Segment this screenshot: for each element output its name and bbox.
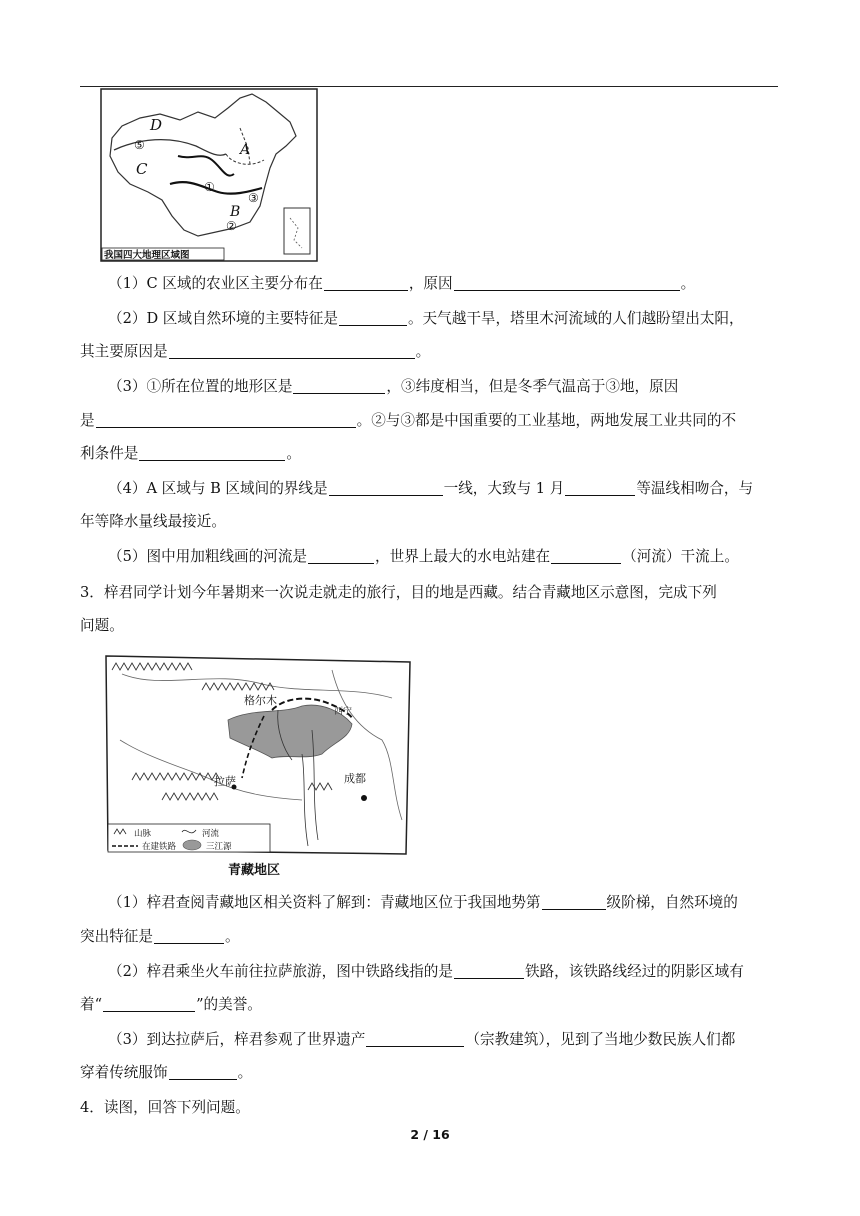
legend-rail-label: 在建铁路: [142, 842, 177, 852]
map1-label-b: B: [230, 204, 241, 220]
answer-blank[interactable]: [96, 412, 356, 428]
answer-blank[interactable]: [366, 1031, 464, 1047]
answer-blank[interactable]: [329, 480, 443, 496]
q3-part3-line1: （3）到达拉萨后，梓君参观了世界遗产 （宗教建筑），见到了当地少数民族人们都: [108, 1031, 736, 1048]
q2-part3-line2: 是 。②与③都是中国重要的工业基地，两地发展工业共同的不: [80, 412, 737, 429]
answer-blank[interactable]: [454, 275, 680, 291]
answer-blank[interactable]: [308, 548, 374, 564]
header-rule: [80, 86, 778, 87]
q2-part3-line1: （3）①所在位置的地形区是 ，③纬度相当，但是冬季气温高于③地，原因: [108, 378, 679, 395]
map1-label-d: D: [150, 116, 163, 134]
q3-intro-line2: 问题。: [80, 617, 124, 634]
map1-label-a: A: [240, 142, 251, 158]
answer-blank[interactable]: [551, 548, 621, 564]
q2-part4-line2: 年等降水量线最接近。: [80, 513, 226, 530]
q3-part1-line2: 突出特征是 。: [80, 928, 240, 945]
page-number: 2 / 16: [410, 1127, 450, 1142]
china-regions-map: [100, 88, 318, 262]
q3-part1-line1: （1）梓君查阅青藏地区相关资料了解到：青藏地区位于我国地势第 级阶梯，自然环境的: [108, 894, 738, 911]
qinghai-tibet-map: [102, 650, 414, 880]
q2-part1: （1）C 区域的农业区主要分布在 ，原因 。: [108, 275, 696, 292]
city-chengdu-label: 成都: [344, 772, 366, 785]
q2-part2-line1: （2）D 区域自然环境的主要特征是 。天气越干旱，塔里木河流域的人们越盼望出太阳，: [108, 310, 744, 327]
map1-label-1: ①: [204, 180, 215, 194]
answer-blank[interactable]: [293, 378, 385, 394]
q4-intro: 4．读图，回答下列问题。: [80, 1099, 250, 1116]
city-lasa-label: 拉萨: [214, 775, 236, 788]
answer-blank[interactable]: [169, 343, 415, 359]
q3-part3-line2: 穿着传统服饰 。: [80, 1064, 253, 1081]
q2-part3-line3: 利条件是 。: [80, 445, 301, 462]
map2-title: 青藏地区: [228, 863, 281, 878]
answer-blank[interactable]: [565, 480, 635, 496]
answer-blank[interactable]: [454, 963, 524, 979]
legend-river-label: 河流: [202, 829, 220, 839]
q2-part2-line2: 其主要原因是 。: [80, 343, 431, 360]
answer-blank[interactable]: [154, 928, 224, 944]
legend-region-label: 三江源: [206, 842, 232, 852]
city-xining-label: 西宁: [334, 707, 353, 717]
answer-blank[interactable]: [103, 996, 195, 1012]
q3-part2-line1: （2）梓君乘坐火车前往拉萨旅游，图中铁路线指的是 铁路，该铁路线经过的阴影区域有: [108, 963, 744, 980]
answer-blank[interactable]: [324, 275, 408, 291]
city-geermu-label: 格尔木: [244, 694, 277, 707]
map1-label-5: ⑤: [134, 138, 145, 152]
map1-label-2: ②: [226, 219, 237, 233]
q2-part5: （5）图中用加粗线画的河流是 ，世界上最大的水电站建在 （河流）干流上。: [108, 548, 739, 565]
map1-label-3: ③: [248, 191, 259, 205]
answer-blank[interactable]: [339, 310, 407, 326]
q3-intro-line1: 3．梓君同学计划今年暑期来一次说走就走的旅行，目的地是西藏。结合青藏地区示意图，完成下列: [80, 584, 717, 601]
legend-mountain-label: 山脉: [134, 829, 152, 839]
map1-title: 我国四大地理区域图: [104, 250, 190, 261]
answer-blank[interactable]: [542, 894, 606, 910]
map1-label-c: C: [136, 160, 148, 178]
q2-part4-line1: （4）A 区域与 B 区域间的界线是 一线，大致与 1 月 等温线相吻合，与: [108, 480, 754, 497]
answer-blank[interactable]: [169, 1064, 237, 1080]
q3-part2-line2: 着“ ”的美誉。: [80, 996, 262, 1013]
answer-blank[interactable]: [139, 445, 285, 461]
